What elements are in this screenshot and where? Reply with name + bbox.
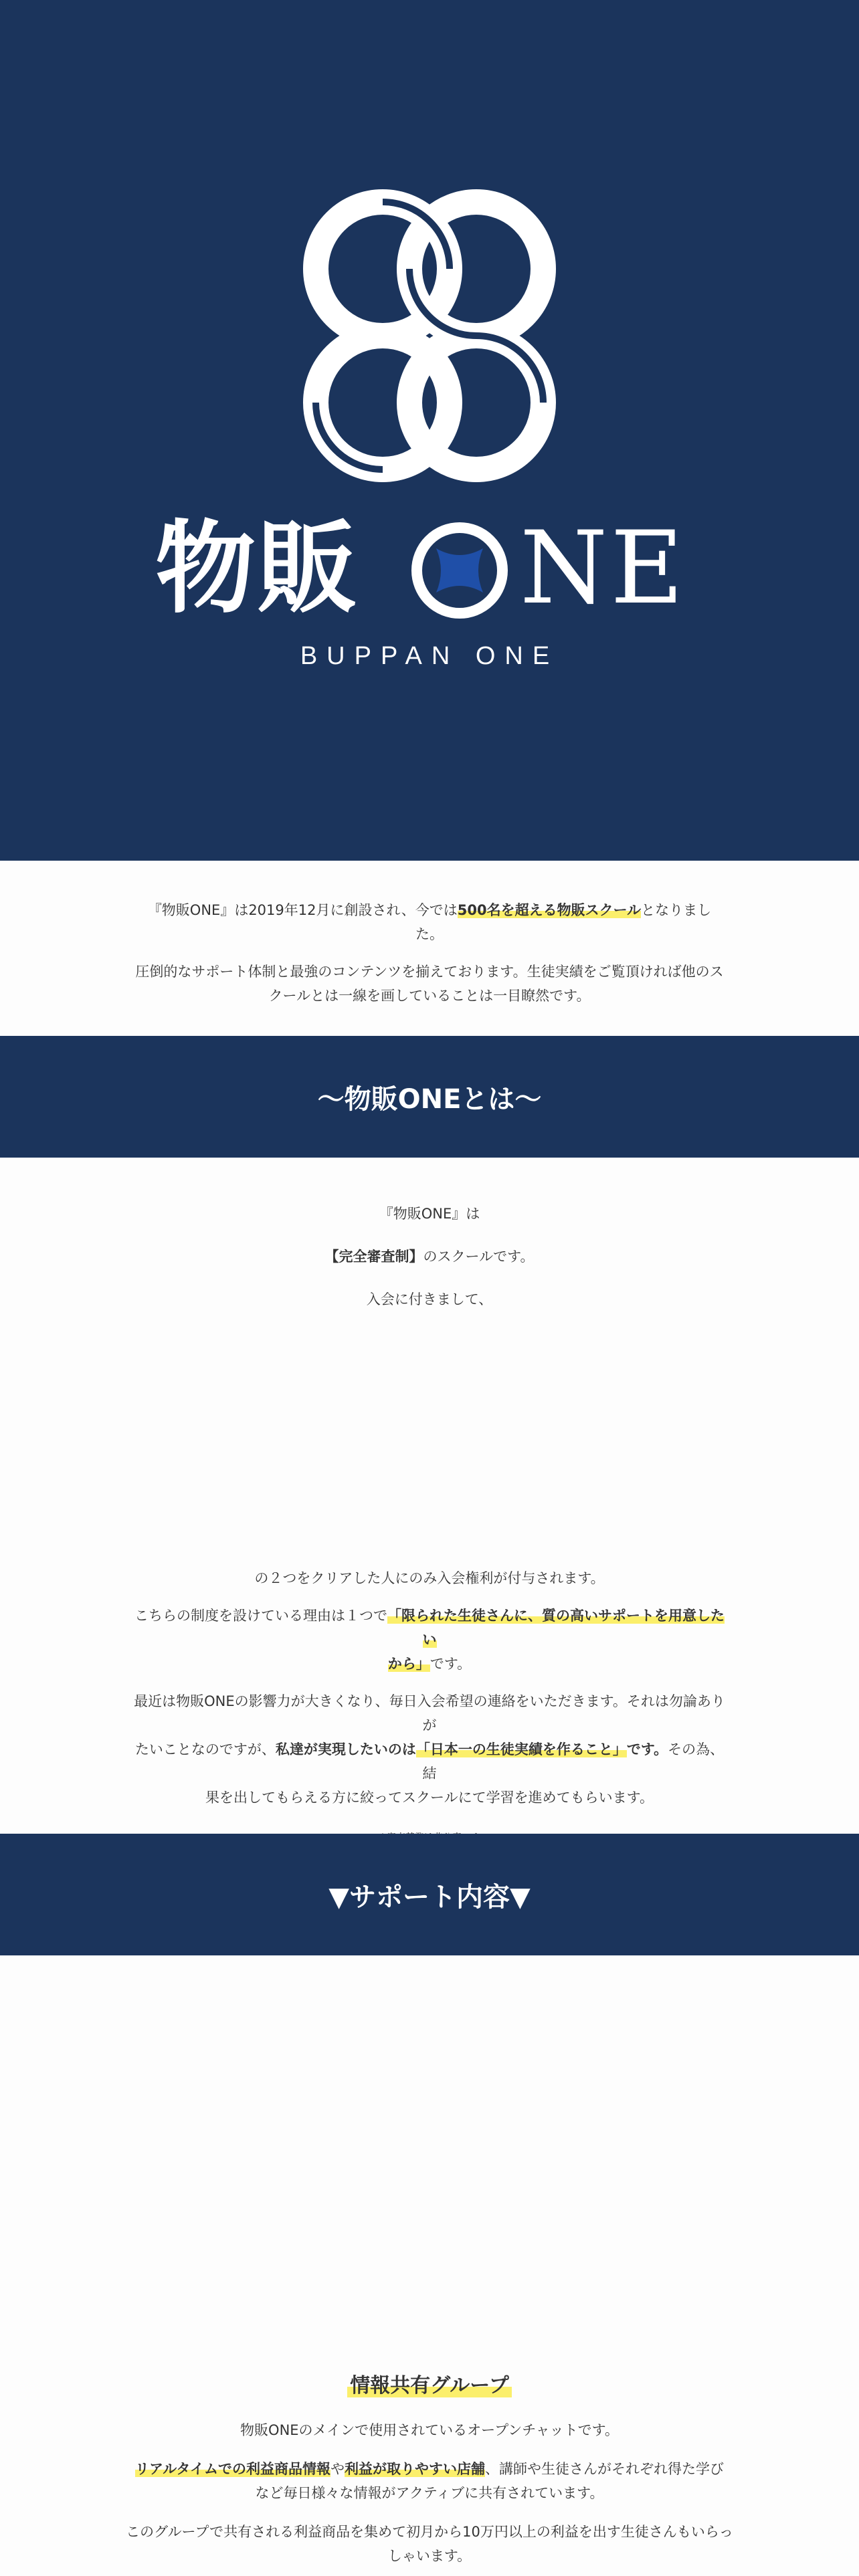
about-heading: 〜物販ONEとは〜 [317,1083,542,1115]
brand-emblem-icon [282,189,577,483]
support-section-header [0,1834,859,1955]
about-p6b-post: その為、結 [422,1741,725,1782]
about-p6b-highlight: 「日本一の生徒実績を作ること」 [415,1741,627,1757]
about-p5-post: です。 [430,1656,472,1672]
about-p2 [134,1245,725,1269]
about-section-header [0,1036,859,1158]
about-details [134,1566,725,1850]
about-p5-pre: こちらの制度を設けている理由は１つで [134,1608,387,1624]
brand-latin: NE [520,510,686,627]
about-p3: 入会に付きまして、 [366,1291,493,1307]
about-p6b-pre: たいことなのですが、 [134,1741,276,1757]
intro-line-1 [134,898,725,946]
group-p1: 物販ONEのメインで使用されているオープンチャットです。 [240,2422,619,2438]
about-p6 [134,1689,725,1810]
about-p6b-bold-2: です。 [626,1741,668,1757]
about-p6b-bold: 私達が実現したいのは [275,1741,416,1757]
group-p2-post: 、講師や生徒さんがそれぞれ得た学び [484,2461,724,2477]
group-p2-highlight-2: 利益が取りやすい店舗 [344,2461,485,2477]
group-text [114,2418,745,2568]
about-p1: 『物販ONE』は [379,1206,480,1222]
brand-subtitle: BUPPAN ONE [300,642,559,670]
intro-text-2a: 圧倒的なサポート体制と最強のコンテンツを揃えております。生徒実績をご覧頂ければ他のス [135,964,724,980]
about-p6a: 最近は物販ONEの影響力が大きくなり、毎日入会希望の連絡をいただきます。それは勿論ありが [134,1693,725,1733]
about-p4: の２つをクリアした人にのみ入会権利が付与されます。 [254,1570,605,1586]
group-p3a: このグループで共有される利益商品を集めて初月から10万円以上の利益を出す生徒さんもいらっ [126,2524,733,2540]
hero-banner [0,0,859,861]
group-p3b: しゃいます。 [387,2548,472,2564]
group-p2-highlight-1: リアルタイムでの利益商品情報 [135,2461,330,2477]
support-heading: ▼サポート内容▼ [328,1881,531,1913]
intro-line-2 [134,960,725,1008]
about-p2-bold: 【完全審査制】 [324,1249,423,1265]
about-p6c: 果を出してもらえる方に絞ってスクールにて学習を進めてもらいます。 [205,1790,654,1806]
about-intro [134,1202,725,1311]
intro-text-pre: 『物販ONE』は2019年12月に創設され、今では [147,902,458,918]
about-p5-highlight-a: 「限られた生徒さんに、質の高いサポートを用意したい [387,1608,725,1648]
brand-o-icon [409,520,510,621]
about-p5 [134,1604,725,1676]
group-title-text: 情報共有グループ [347,2374,512,2397]
intro-highlight: 500名を超える物販スクール [457,902,642,918]
group-p2 [114,2457,745,2505]
group-p2b: など毎日様々な情報がアクティブに共有されています。 [255,2485,604,2501]
about-p5-highlight-b: から」 [387,1656,430,1672]
brand-kanji: 物販 [155,510,359,627]
intro-text-post: となりました。 [415,902,712,942]
about-p2-rest: のスクールです。 [423,1249,535,1265]
intro-text [134,898,725,1008]
group-title [0,2369,859,2398]
group-p3 [114,2520,745,2568]
group-p2-mid: や [330,2461,345,2477]
brand-wordmark [155,508,704,629]
intro-text-2b: クールとは一線を画していることは一目瞭然です。 [268,988,591,1004]
